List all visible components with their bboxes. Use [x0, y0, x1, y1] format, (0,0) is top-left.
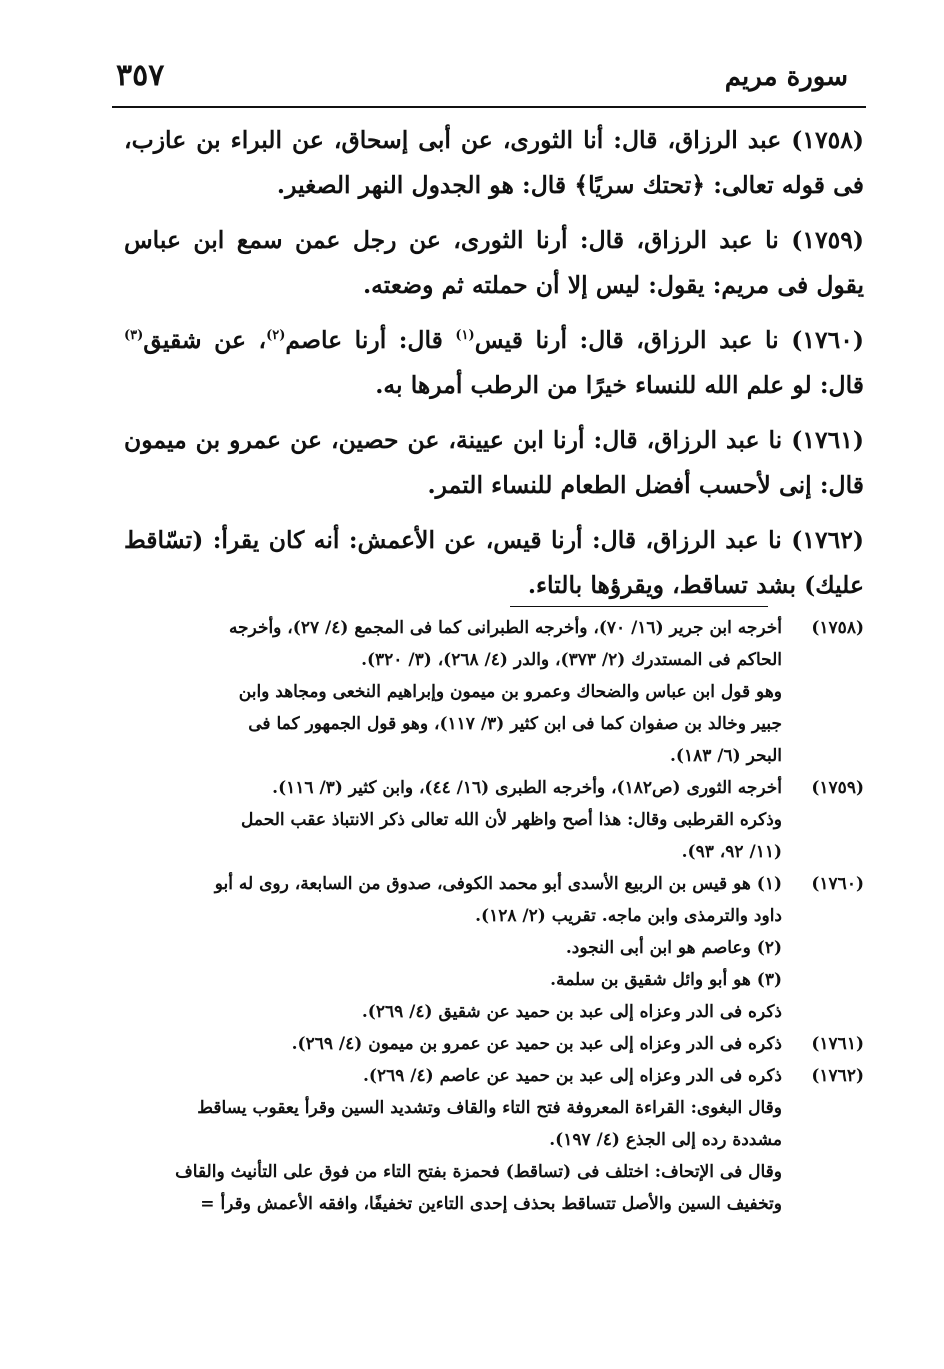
narration-text: نا عبد الرزاق، قال: أرنا قيس، عن الأعمش: أنه كان يقرأ: (تسّاقط عليك) بشد تساقط، ويقرؤها بالتاء. [124, 526, 864, 599]
footnote-ref: (١) [455, 328, 475, 344]
footnote-number: (١٧٦١) [811, 1034, 864, 1054]
narration-1758 [124, 118, 864, 208]
footnote-body [124, 868, 782, 1028]
footnote-line: ذكره فى الدر وعزاه إلى عبد بن حميد عن شقيق (٤/ ٢٦٩). [361, 1002, 782, 1022]
footnote-body [124, 1060, 782, 1220]
narration-text: ، عن شقيق [143, 326, 267, 354]
footnote-separator [510, 606, 768, 607]
footnote-line: وقال البغوى: القراءة المعروفة فتح التاء والقاف وتشديد السين وقرأ يعقوب يساقط [197, 1098, 782, 1118]
footnotes [124, 612, 864, 1220]
narration-number: (١٧٥٩) [791, 226, 864, 254]
footnote-line: وتخفيف السين والأصل تتساقط بحذف إحدى التاءين تخفيفًا، وافقه الأعمش وقرأ = [200, 1194, 782, 1214]
footnote-line: (٣) هو أبو وائل شقيق بن سلمة. [550, 970, 782, 990]
footnote-number: (١٧٦٢) [811, 1066, 864, 1086]
footnote-body [124, 1028, 782, 1060]
narration-number: (١٧٦٢) [791, 526, 864, 554]
footnote-ref: (٢) [266, 328, 286, 344]
footnote-number: (١٧٦٠) [811, 874, 864, 894]
header-rule [112, 106, 866, 108]
footnote-line: وذكره القرطبى وقال: هذا أصح واظهر لأن الله تعالى ذكر الانتباذ عقب الحمل [241, 810, 782, 830]
footnote-line: (١١/ ٩٢، ٩٣). [681, 842, 782, 862]
narration-number: (١٧٦١) [791, 426, 864, 454]
footnote-line: وهو قول ابن عباس والضحاك وعمرو بن ميمون وإبراهيم النخعى ومجاهد وابن [238, 682, 782, 702]
narration-number: (١٧٥٨) [791, 126, 864, 154]
narration-1761 [124, 418, 864, 508]
footnote-line: جبير وخالد بن صفوان كما فى ابن كثير (٣/ ١١٧)، وهو قول الجمهور كما فى [248, 714, 782, 734]
narration-1762 [124, 518, 864, 608]
footnote-line: أخرجه ابن جرير (١٦/ ٧٠)، وأخرجه الطبرانى كما فى المجمع (٤/ ٢٧)، وأخرجه [228, 618, 782, 638]
footnote-line: (٢) وعاصم هو ابن أبى النجود. [565, 938, 782, 958]
page-number: ٣٥٧ [116, 58, 165, 93]
footnote-ref: (٣) [124, 328, 144, 344]
footnote-1762 [124, 1060, 864, 1220]
footnote-1759 [124, 772, 864, 868]
narration-1760 [124, 318, 864, 408]
narrations [124, 118, 864, 618]
narration-text: قال: أرنا عاصم [285, 326, 456, 354]
narration-text: قال: لو علم الله للنساء خيرًا من الرطب أمرها به. [375, 371, 864, 399]
narration-text: نا عبد الرزاق، قال: أرنا ابن عيينة، عن حصين، عن عمرو بن ميمون قال: إنى لأحسب أفضل الطعام للنساء التمر. [124, 426, 864, 499]
narration-1759 [124, 218, 864, 308]
footnote-line: البحر (٦/ ١٨٣). [669, 746, 782, 766]
narration-text: عبد الرزاق، قال: أنا الثورى، عن أبى إسحاق، عن البراء بن عازب، فى قوله تعالى: ﴿تحتك سريًا﴾ قال: هو الجدول النهر الصغير. [124, 126, 864, 199]
footnote-line: مشددة رده إلى الجذع (٤/ ١٩٧). [549, 1130, 782, 1150]
sura-title: سورة مريم [724, 62, 848, 92]
footnote-1758 [124, 612, 864, 772]
footnote-number: (١٧٥٩) [811, 778, 864, 798]
footnote-line: ذكره فى الدر وعزاه إلى عبد بن حميد عن عاصم (٤/ ٢٦٩). [362, 1066, 782, 1086]
footnote-line: الحاكم فى المستدرك (٢/ ٣٧٣)، والدر (٤/ ٢٦٨)، (٣/ ٣٢٠). [361, 650, 782, 670]
footnote-1760 [124, 868, 864, 1028]
footnote-body [124, 612, 782, 772]
footnote-line: (١) هو قيس بن الربيع الأسدى أبو محمد الكوفى، صدوق من السابعة، روى له أبو [214, 874, 782, 894]
footnote-line: داود والترمذى وابن ماجه. تقريب (٢/ ١٢٨). [475, 906, 782, 926]
footnote-line: وقال فى الإتحاف: اختلف فى (تساقط) فحمزة بفتح التاء من فوق على التأنيث والقاف [175, 1162, 782, 1182]
footnote-1761 [124, 1028, 864, 1060]
narration-text: نا عبد الرزاق، قال: أرنا قيس [474, 326, 792, 354]
narration-number: (١٧٦٠) [791, 326, 864, 354]
footnote-line: أخرجه الثورى (ص١٨٢)، وأخرجه الطبرى (١٦/ ٤٤)، وابن كثير (٣/ ١١٦). [272, 778, 782, 798]
narration-text: نا عبد الرزاق، قال: أرنا الثورى، عن رجل عمن سمع ابن عباس يقول فى مريم: يقول: ليس إلا أن حملته ثم وضعته. [124, 226, 864, 299]
footnote-number: (١٧٥٨) [811, 618, 864, 638]
footnote-body [124, 772, 782, 868]
footnote-line: ذكره فى الدر وعزاه إلى عبد بن حميد عن عمرو بن ميمون (٤/ ٢٦٩). [291, 1034, 782, 1054]
